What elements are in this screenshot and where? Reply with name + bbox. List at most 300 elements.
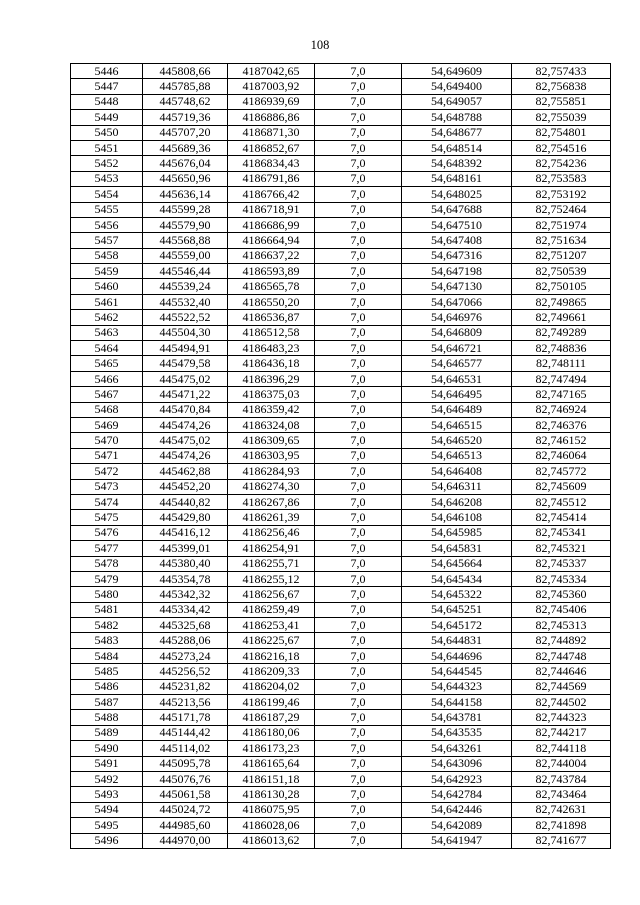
table-row — [71, 279, 611, 294]
point-number-cell: 5495 — [71, 818, 143, 833]
y-coordinate-cell: 4186028,06 — [228, 818, 315, 833]
width-cell: 7,0 — [315, 171, 402, 186]
point-number-cell: 5475 — [71, 510, 143, 525]
point-number-cell: 5459 — [71, 264, 143, 279]
width-cell: 7,0 — [315, 310, 402, 325]
x-coordinate-cell: 445559,00 — [143, 248, 228, 263]
point-number-cell: 5491 — [71, 756, 143, 771]
point-number-cell: 5461 — [71, 294, 143, 309]
width-cell: 7,0 — [315, 325, 402, 340]
point-number-cell: 5479 — [71, 571, 143, 586]
y-coordinate-cell: 4186180,06 — [228, 725, 315, 740]
y-coordinate-cell: 4186165,64 — [228, 756, 315, 771]
point-number-cell: 5450 — [71, 125, 143, 140]
y-coordinate-cell: 4186274,30 — [228, 479, 315, 494]
x-coordinate-cell: 445479,58 — [143, 356, 228, 371]
y-coordinate-cell: 4186396,29 — [228, 371, 315, 386]
latitude-cell: 54,646577 — [402, 356, 512, 371]
x-coordinate-cell: 445231,82 — [143, 679, 228, 694]
y-coordinate-cell: 4187003,92 — [228, 79, 315, 94]
x-coordinate-cell: 445504,30 — [143, 325, 228, 340]
latitude-cell: 54,643781 — [402, 710, 512, 725]
longitude-cell: 82,751207 — [512, 248, 611, 263]
latitude-cell: 54,646408 — [402, 464, 512, 479]
latitude-cell: 54,645985 — [402, 525, 512, 540]
latitude-cell: 54,646721 — [402, 341, 512, 356]
y-coordinate-cell: 4186664,94 — [228, 233, 315, 248]
table-row — [71, 356, 611, 371]
table-row — [71, 371, 611, 386]
latitude-cell: 54,648677 — [402, 125, 512, 140]
latitude-cell: 54,645831 — [402, 541, 512, 556]
width-cell: 7,0 — [315, 510, 402, 525]
latitude-cell: 54,646513 — [402, 448, 512, 463]
point-number-cell: 5476 — [71, 525, 143, 540]
latitude-cell: 54,647316 — [402, 248, 512, 263]
page-number: 108 — [310, 38, 330, 52]
latitude-cell: 54,644158 — [402, 695, 512, 710]
width-cell: 7,0 — [315, 710, 402, 725]
longitude-cell: 82,751974 — [512, 217, 611, 232]
table-row — [71, 341, 611, 356]
point-number-cell: 5472 — [71, 464, 143, 479]
x-coordinate-cell: 445475,02 — [143, 371, 228, 386]
longitude-cell: 82,742631 — [512, 802, 611, 817]
y-coordinate-cell: 4186593,89 — [228, 264, 315, 279]
y-coordinate-cell: 4186199,46 — [228, 695, 315, 710]
longitude-cell: 82,747165 — [512, 387, 611, 402]
table-row — [71, 771, 611, 786]
x-coordinate-cell: 445808,66 — [143, 64, 228, 79]
x-coordinate-cell: 445144,42 — [143, 725, 228, 740]
width-cell: 7,0 — [315, 448, 402, 463]
latitude-cell: 54,647408 — [402, 233, 512, 248]
x-coordinate-cell: 445532,40 — [143, 294, 228, 309]
longitude-cell: 82,744323 — [512, 710, 611, 725]
table-row — [71, 710, 611, 725]
x-coordinate-cell: 445494,91 — [143, 341, 228, 356]
latitude-cell: 54,644545 — [402, 664, 512, 679]
y-coordinate-cell: 4186253,41 — [228, 618, 315, 633]
point-number-cell: 5462 — [71, 310, 143, 325]
table-row — [71, 571, 611, 586]
width-cell: 7,0 — [315, 525, 402, 540]
width-cell: 7,0 — [315, 202, 402, 217]
table-row — [71, 556, 611, 571]
point-number-cell: 5492 — [71, 771, 143, 786]
table-row — [71, 402, 611, 417]
latitude-cell: 54,643535 — [402, 725, 512, 740]
coordinates-table — [70, 63, 611, 849]
longitude-cell: 82,752464 — [512, 202, 611, 217]
y-coordinate-cell: 4186565,78 — [228, 279, 315, 294]
latitude-cell: 54,642923 — [402, 771, 512, 786]
table-row — [71, 233, 611, 248]
x-coordinate-cell: 445095,78 — [143, 756, 228, 771]
table-row — [71, 802, 611, 817]
latitude-cell: 54,649609 — [402, 64, 512, 79]
x-coordinate-cell: 445171,78 — [143, 710, 228, 725]
y-coordinate-cell: 4186256,67 — [228, 587, 315, 602]
x-coordinate-cell: 445719,36 — [143, 110, 228, 125]
latitude-cell: 54,645251 — [402, 602, 512, 617]
x-coordinate-cell: 445475,02 — [143, 433, 228, 448]
point-number-cell: 5468 — [71, 402, 143, 417]
x-coordinate-cell: 445354,78 — [143, 571, 228, 586]
width-cell: 7,0 — [315, 833, 402, 848]
point-number-cell: 5487 — [71, 695, 143, 710]
width-cell: 7,0 — [315, 587, 402, 602]
latitude-cell: 54,647066 — [402, 294, 512, 309]
x-coordinate-cell: 445785,88 — [143, 79, 228, 94]
longitude-cell: 82,744892 — [512, 633, 611, 648]
y-coordinate-cell: 4186075,95 — [228, 802, 315, 817]
longitude-cell: 82,744748 — [512, 648, 611, 663]
y-coordinate-cell: 4186255,71 — [228, 556, 315, 571]
y-coordinate-cell: 4186718,91 — [228, 202, 315, 217]
latitude-cell: 54,647510 — [402, 217, 512, 232]
table-row — [71, 433, 611, 448]
x-coordinate-cell: 445416,12 — [143, 525, 228, 540]
point-number-cell: 5496 — [71, 833, 143, 848]
table-row — [71, 156, 611, 171]
longitude-cell: 82,745341 — [512, 525, 611, 540]
table-row — [71, 248, 611, 263]
y-coordinate-cell: 4186254,91 — [228, 541, 315, 556]
y-coordinate-cell: 4186259,49 — [228, 602, 315, 617]
x-coordinate-cell: 445539,24 — [143, 279, 228, 294]
table-row — [71, 110, 611, 125]
width-cell: 7,0 — [315, 79, 402, 94]
width-cell: 7,0 — [315, 571, 402, 586]
point-number-cell: 5464 — [71, 341, 143, 356]
y-coordinate-cell: 4186436,18 — [228, 356, 315, 371]
latitude-cell: 54,648788 — [402, 110, 512, 125]
table-row — [71, 818, 611, 833]
point-number-cell: 5466 — [71, 371, 143, 386]
latitude-cell: 54,647688 — [402, 202, 512, 217]
width-cell: 7,0 — [315, 64, 402, 79]
point-number-cell: 5457 — [71, 233, 143, 248]
point-number-cell: 5448 — [71, 94, 143, 109]
table-row — [71, 202, 611, 217]
table-row — [71, 695, 611, 710]
width-cell: 7,0 — [315, 741, 402, 756]
width-cell: 7,0 — [315, 341, 402, 356]
table-row — [71, 664, 611, 679]
table-row — [71, 494, 611, 509]
latitude-cell: 54,644696 — [402, 648, 512, 663]
latitude-cell: 54,647198 — [402, 264, 512, 279]
y-coordinate-cell: 4187042,65 — [228, 64, 315, 79]
y-coordinate-cell: 4186686,99 — [228, 217, 315, 232]
x-coordinate-cell: 445474,26 — [143, 417, 228, 432]
table-row — [71, 648, 611, 663]
x-coordinate-cell: 445568,88 — [143, 233, 228, 248]
table-row — [71, 79, 611, 94]
longitude-cell: 82,749289 — [512, 325, 611, 340]
latitude-cell: 54,648161 — [402, 171, 512, 186]
table-row — [71, 187, 611, 202]
width-cell: 7,0 — [315, 294, 402, 309]
x-coordinate-cell: 445213,56 — [143, 695, 228, 710]
y-coordinate-cell: 4186375,03 — [228, 387, 315, 402]
width-cell: 7,0 — [315, 433, 402, 448]
latitude-cell: 54,643261 — [402, 741, 512, 756]
longitude-cell: 82,744502 — [512, 695, 611, 710]
y-coordinate-cell: 4186550,20 — [228, 294, 315, 309]
x-coordinate-cell: 445024,72 — [143, 802, 228, 817]
point-number-cell: 5482 — [71, 618, 143, 633]
width-cell: 7,0 — [315, 802, 402, 817]
longitude-cell: 82,753583 — [512, 171, 611, 186]
width-cell: 7,0 — [315, 818, 402, 833]
longitude-cell: 82,745609 — [512, 479, 611, 494]
x-coordinate-cell: 445546,44 — [143, 264, 228, 279]
width-cell: 7,0 — [315, 233, 402, 248]
x-coordinate-cell: 445676,04 — [143, 156, 228, 171]
width-cell: 7,0 — [315, 556, 402, 571]
y-coordinate-cell: 4186256,46 — [228, 525, 315, 540]
longitude-cell: 82,753192 — [512, 187, 611, 202]
point-number-cell: 5473 — [71, 479, 143, 494]
longitude-cell: 82,750539 — [512, 264, 611, 279]
width-cell: 7,0 — [315, 787, 402, 802]
longitude-cell: 82,746152 — [512, 433, 611, 448]
table-row — [71, 217, 611, 232]
latitude-cell: 54,646108 — [402, 510, 512, 525]
x-coordinate-cell: 445440,82 — [143, 494, 228, 509]
width-cell: 7,0 — [315, 264, 402, 279]
width-cell: 7,0 — [315, 695, 402, 710]
x-coordinate-cell: 444985,60 — [143, 818, 228, 833]
latitude-cell: 54,646520 — [402, 433, 512, 448]
latitude-cell: 54,643096 — [402, 756, 512, 771]
longitude-cell: 82,746064 — [512, 448, 611, 463]
table-row — [71, 125, 611, 140]
longitude-cell: 82,750105 — [512, 279, 611, 294]
table-row — [71, 264, 611, 279]
x-coordinate-cell: 445689,36 — [143, 140, 228, 155]
longitude-cell: 82,751634 — [512, 233, 611, 248]
longitude-cell: 82,746924 — [512, 402, 611, 417]
table-row — [71, 310, 611, 325]
width-cell: 7,0 — [315, 110, 402, 125]
width-cell: 7,0 — [315, 356, 402, 371]
latitude-cell: 54,644831 — [402, 633, 512, 648]
latitude-cell: 54,648392 — [402, 156, 512, 171]
point-number-cell: 5478 — [71, 556, 143, 571]
x-coordinate-cell: 445273,24 — [143, 648, 228, 663]
point-number-cell: 5474 — [71, 494, 143, 509]
point-number-cell: 5456 — [71, 217, 143, 232]
width-cell: 7,0 — [315, 679, 402, 694]
y-coordinate-cell: 4186483,23 — [228, 341, 315, 356]
point-number-cell: 5484 — [71, 648, 143, 663]
x-coordinate-cell: 445325,68 — [143, 618, 228, 633]
longitude-cell: 82,744646 — [512, 664, 611, 679]
point-number-cell: 5470 — [71, 433, 143, 448]
point-number-cell: 5458 — [71, 248, 143, 263]
x-coordinate-cell: 445429,80 — [143, 510, 228, 525]
x-coordinate-cell: 445399,01 — [143, 541, 228, 556]
point-number-cell: 5454 — [71, 187, 143, 202]
point-number-cell: 5449 — [71, 110, 143, 125]
y-coordinate-cell: 4186130,28 — [228, 787, 315, 802]
point-number-cell: 5490 — [71, 741, 143, 756]
latitude-cell: 54,642089 — [402, 818, 512, 833]
latitude-cell: 54,646976 — [402, 310, 512, 325]
longitude-cell: 82,749661 — [512, 310, 611, 325]
y-coordinate-cell: 4186187,29 — [228, 710, 315, 725]
y-coordinate-cell: 4186359,42 — [228, 402, 315, 417]
point-number-cell: 5469 — [71, 417, 143, 432]
latitude-cell: 54,646311 — [402, 479, 512, 494]
table-row — [71, 387, 611, 402]
point-number-cell: 5452 — [71, 156, 143, 171]
point-number-cell: 5494 — [71, 802, 143, 817]
x-coordinate-cell: 445462,88 — [143, 464, 228, 479]
longitude-cell: 82,744569 — [512, 679, 611, 694]
y-coordinate-cell: 4186209,33 — [228, 664, 315, 679]
table-row — [71, 479, 611, 494]
longitude-cell: 82,745512 — [512, 494, 611, 509]
y-coordinate-cell: 4186871,30 — [228, 125, 315, 140]
x-coordinate-cell: 445452,20 — [143, 479, 228, 494]
latitude-cell: 54,646515 — [402, 417, 512, 432]
y-coordinate-cell: 4186512,58 — [228, 325, 315, 340]
width-cell: 7,0 — [315, 464, 402, 479]
longitude-cell: 82,745772 — [512, 464, 611, 479]
y-coordinate-cell: 4186013,62 — [228, 833, 315, 848]
longitude-cell: 82,745406 — [512, 602, 611, 617]
table-row — [71, 725, 611, 740]
table-row — [71, 787, 611, 802]
table-row — [71, 448, 611, 463]
x-coordinate-cell: 445334,42 — [143, 602, 228, 617]
longitude-cell: 82,745337 — [512, 556, 611, 571]
table-row — [71, 541, 611, 556]
latitude-cell: 54,647130 — [402, 279, 512, 294]
y-coordinate-cell: 4186637,22 — [228, 248, 315, 263]
x-coordinate-cell: 445380,40 — [143, 556, 228, 571]
y-coordinate-cell: 4186261,39 — [228, 510, 315, 525]
y-coordinate-cell: 4186267,86 — [228, 494, 315, 509]
latitude-cell: 54,648025 — [402, 187, 512, 202]
table-row — [71, 833, 611, 848]
width-cell: 7,0 — [315, 94, 402, 109]
width-cell: 7,0 — [315, 371, 402, 386]
latitude-cell: 54,646208 — [402, 494, 512, 509]
width-cell: 7,0 — [315, 771, 402, 786]
width-cell: 7,0 — [315, 217, 402, 232]
width-cell: 7,0 — [315, 648, 402, 663]
point-number-cell: 5471 — [71, 448, 143, 463]
latitude-cell: 54,646489 — [402, 402, 512, 417]
y-coordinate-cell: 4186309,65 — [228, 433, 315, 448]
latitude-cell: 54,641947 — [402, 833, 512, 848]
width-cell: 7,0 — [315, 602, 402, 617]
table-row — [71, 64, 611, 79]
longitude-cell: 82,743784 — [512, 771, 611, 786]
width-cell: 7,0 — [315, 187, 402, 202]
x-coordinate-cell: 445579,90 — [143, 217, 228, 232]
width-cell: 7,0 — [315, 633, 402, 648]
width-cell: 7,0 — [315, 725, 402, 740]
longitude-cell: 82,754236 — [512, 156, 611, 171]
point-number-cell: 5467 — [71, 387, 143, 402]
point-number-cell: 5465 — [71, 356, 143, 371]
latitude-cell: 54,645322 — [402, 587, 512, 602]
table-row — [71, 171, 611, 186]
latitude-cell: 54,642784 — [402, 787, 512, 802]
longitude-cell: 82,744217 — [512, 725, 611, 740]
longitude-cell: 82,745414 — [512, 510, 611, 525]
table-row — [71, 618, 611, 633]
table-row — [71, 94, 611, 109]
longitude-cell: 82,745313 — [512, 618, 611, 633]
table-row — [71, 633, 611, 648]
latitude-cell: 54,646809 — [402, 325, 512, 340]
point-number-cell: 5453 — [71, 171, 143, 186]
y-coordinate-cell: 4186766,42 — [228, 187, 315, 202]
x-coordinate-cell: 445076,76 — [143, 771, 228, 786]
y-coordinate-cell: 4186852,67 — [228, 140, 315, 155]
longitude-cell: 82,755851 — [512, 94, 611, 109]
point-number-cell: 5481 — [71, 602, 143, 617]
longitude-cell: 82,754516 — [512, 140, 611, 155]
y-coordinate-cell: 4186151,18 — [228, 771, 315, 786]
x-coordinate-cell: 445474,26 — [143, 448, 228, 463]
longitude-cell: 82,741898 — [512, 818, 611, 833]
x-coordinate-cell: 445061,58 — [143, 787, 228, 802]
x-coordinate-cell: 445650,96 — [143, 171, 228, 186]
y-coordinate-cell: 4186886,86 — [228, 110, 315, 125]
point-number-cell: 5446 — [71, 64, 143, 79]
y-coordinate-cell: 4186834,43 — [228, 156, 315, 171]
x-coordinate-cell: 445522,52 — [143, 310, 228, 325]
latitude-cell: 54,645434 — [402, 571, 512, 586]
latitude-cell: 54,648514 — [402, 140, 512, 155]
width-cell: 7,0 — [315, 479, 402, 494]
x-coordinate-cell: 445342,32 — [143, 587, 228, 602]
x-coordinate-cell: 445256,52 — [143, 664, 228, 679]
table-row — [71, 587, 611, 602]
point-number-cell: 5480 — [71, 587, 143, 602]
x-coordinate-cell: 445471,22 — [143, 387, 228, 402]
point-number-cell: 5463 — [71, 325, 143, 340]
x-coordinate-cell: 444970,00 — [143, 833, 228, 848]
table-row — [71, 679, 611, 694]
width-cell: 7,0 — [315, 279, 402, 294]
latitude-cell: 54,645664 — [402, 556, 512, 571]
width-cell: 7,0 — [315, 541, 402, 556]
point-number-cell: 5447 — [71, 79, 143, 94]
longitude-cell: 82,744118 — [512, 741, 611, 756]
width-cell: 7,0 — [315, 417, 402, 432]
longitude-cell: 82,747494 — [512, 371, 611, 386]
point-number-cell: 5486 — [71, 679, 143, 694]
width-cell: 7,0 — [315, 402, 402, 417]
longitude-cell: 82,745360 — [512, 587, 611, 602]
table-row — [71, 602, 611, 617]
y-coordinate-cell: 4186225,67 — [228, 633, 315, 648]
longitude-cell: 82,741677 — [512, 833, 611, 848]
x-coordinate-cell: 445599,28 — [143, 202, 228, 217]
longitude-cell: 82,744004 — [512, 756, 611, 771]
width-cell: 7,0 — [315, 664, 402, 679]
longitude-cell: 82,755039 — [512, 110, 611, 125]
